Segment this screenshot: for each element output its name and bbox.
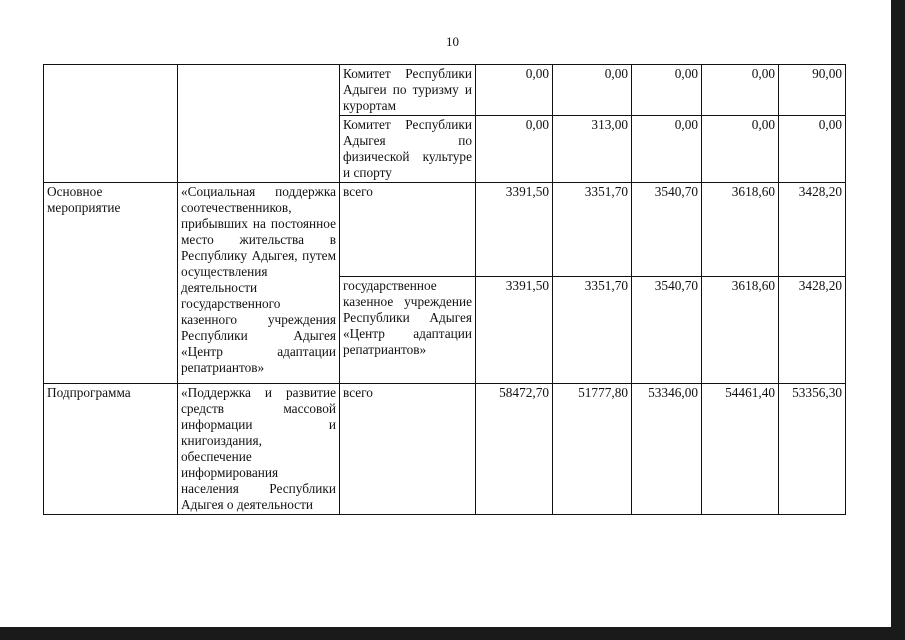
program-name-cell: «Социальная поддержка соотечественников, прибывших на постоянное место жительства в Республику Адыгея, путем осуществления деятельности государственного казенного учреждения Республики Адыгея «Центр адаптации репатриантов» (178, 183, 340, 384)
value-cell: 3351,70 (553, 277, 632, 384)
category-cell (44, 65, 178, 183)
table-row (44, 183, 846, 277)
executor-cell: Комитет Республики Адыгея по физической культуре и спорту (340, 116, 476, 183)
value-cell: 53346,00 (632, 384, 702, 515)
value-cell: 90,00 (779, 65, 846, 116)
table-row (44, 384, 846, 515)
value-cell: 0,00 (553, 65, 632, 116)
executor-cell: всего (340, 384, 476, 515)
value-cell: 0,00 (702, 65, 779, 116)
value-cell: 0,00 (476, 116, 553, 183)
budget-table (43, 64, 846, 515)
value-cell: 54461,40 (702, 384, 779, 515)
value-cell: 3428,20 (779, 183, 846, 277)
executor-cell: государственное казенное учреждение Республики Адыгея «Центр адаптации репатриантов» (340, 277, 476, 384)
scan-border-right (891, 0, 905, 640)
value-cell: 3351,70 (553, 183, 632, 277)
table-row (44, 65, 846, 116)
value-cell: 3618,60 (702, 183, 779, 277)
value-cell: 3618,60 (702, 277, 779, 384)
value-cell: 0,00 (476, 65, 553, 116)
value-cell: 3540,70 (632, 277, 702, 384)
value-cell: 3391,50 (476, 277, 553, 384)
value-cell: 53356,30 (779, 384, 846, 515)
category-cell: Основное мероприятие (44, 183, 178, 384)
value-cell: 3391,50 (476, 183, 553, 277)
value-cell: 3540,70 (632, 183, 702, 277)
value-cell: 51777,80 (553, 384, 632, 515)
scan-border-bottom (0, 627, 905, 640)
value-cell: 0,00 (779, 116, 846, 183)
value-cell: 0,00 (702, 116, 779, 183)
value-cell: 313,00 (553, 116, 632, 183)
category-cell: Подпрограмма (44, 384, 178, 515)
program-name-cell (178, 65, 340, 183)
page-number: 10 (446, 34, 459, 49)
value-cell: 58472,70 (476, 384, 553, 515)
executor-cell: Комитет Республики Адыгеи по туризму и курортам (340, 65, 476, 116)
value-cell: 0,00 (632, 116, 702, 183)
executor-cell: всего (340, 183, 476, 277)
value-cell: 3428,20 (779, 277, 846, 384)
program-name-cell: «Поддержка и развитие средств массовой информации и книгоиздания, обеспечение информирования населения Республики Адыгея о деятельности (178, 384, 340, 515)
value-cell: 0,00 (632, 65, 702, 116)
